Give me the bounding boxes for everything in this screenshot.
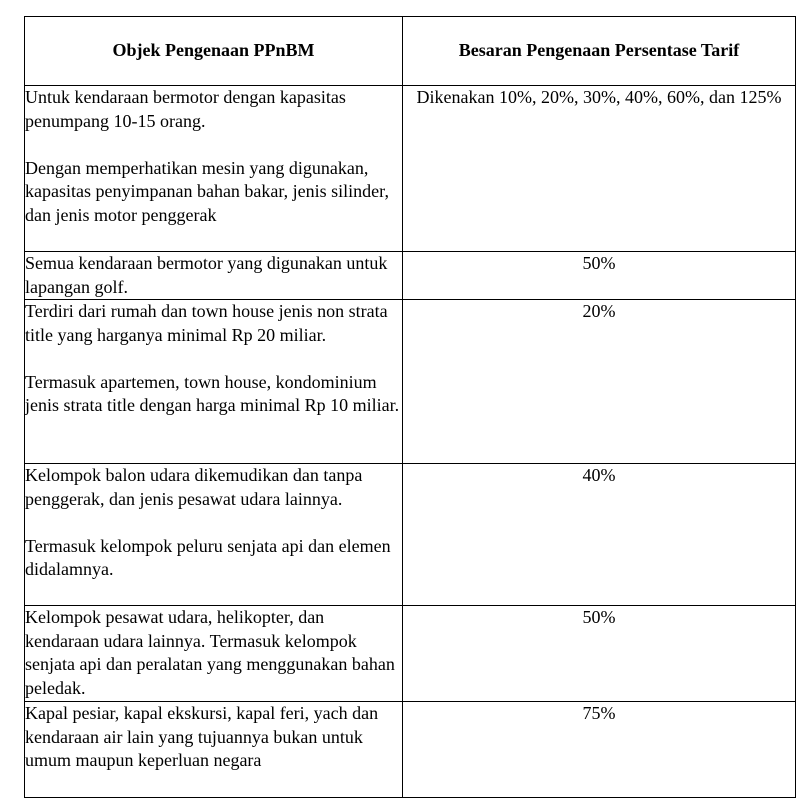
table-row (25, 606, 796, 702)
object-cell (25, 464, 403, 606)
table-row (25, 86, 796, 252)
table-header-row (25, 17, 796, 86)
object-paragraph: Kelompok pesawat udara, helikopter, dan kendaraan udara lainnya. Termasuk kelompok senjata api dan peralatan yang menggunakan bahan peledak. (25, 607, 395, 698)
header-object: Objek Pengenaan PPnBM (25, 17, 403, 86)
table-row (25, 464, 796, 606)
ppnbm-table (24, 16, 796, 798)
object-paragraph: Termasuk apartemen, town house, kondominium jenis strata title dengan harga minimal Rp 10 miliar. (25, 371, 400, 415)
table-row (25, 252, 796, 300)
rate-cell: 75% (403, 702, 796, 798)
object-paragraph: Kapal pesiar, kapal ekskursi, kapal feri, yach dan kendaraan air lain yang tujuannya bukan untuk umum maupun keperluan negara (25, 703, 379, 770)
object-paragraph: Terdiri dari rumah dan town house jenis non strata title yang harganya minimal Rp 20 miliar. (25, 301, 388, 345)
object-cell (25, 606, 403, 702)
object-paragraph: Untuk kendaraan bermotor dengan kapasitas penumpang 10-15 orang. (25, 87, 346, 131)
table-row (25, 702, 796, 798)
object-paragraph: Semua kendaraan bermotor yang digunakan untuk lapangan golf. (25, 253, 388, 297)
rate-cell: 50% (403, 606, 796, 702)
object-cell (25, 300, 403, 464)
object-cell (25, 702, 403, 798)
object-paragraph: Termasuk kelompok peluru senjata api dan elemen didalamnya. (25, 535, 391, 579)
object-cell (25, 252, 403, 300)
object-cell (25, 86, 403, 252)
header-rate: Besaran Pengenaan Persentase Tarif (403, 17, 796, 86)
table-row (25, 300, 796, 464)
object-paragraph: Dengan memperhatikan mesin yang digunakan, kapasitas penyimpanan bahan bakar, jenis silinder, dan jenis motor penggerak (25, 157, 389, 225)
object-paragraph: Kelompok balon udara dikemudikan dan tanpa penggerak, dan jenis pesawat udara lainnya. (25, 465, 363, 509)
rate-cell: 20% (403, 300, 796, 464)
rate-cell: Dikenakan 10%, 20%, 30%, 40%, 60%, dan 125% (403, 86, 796, 252)
rate-cell: 50% (403, 252, 796, 300)
rate-cell: 40% (403, 464, 796, 606)
